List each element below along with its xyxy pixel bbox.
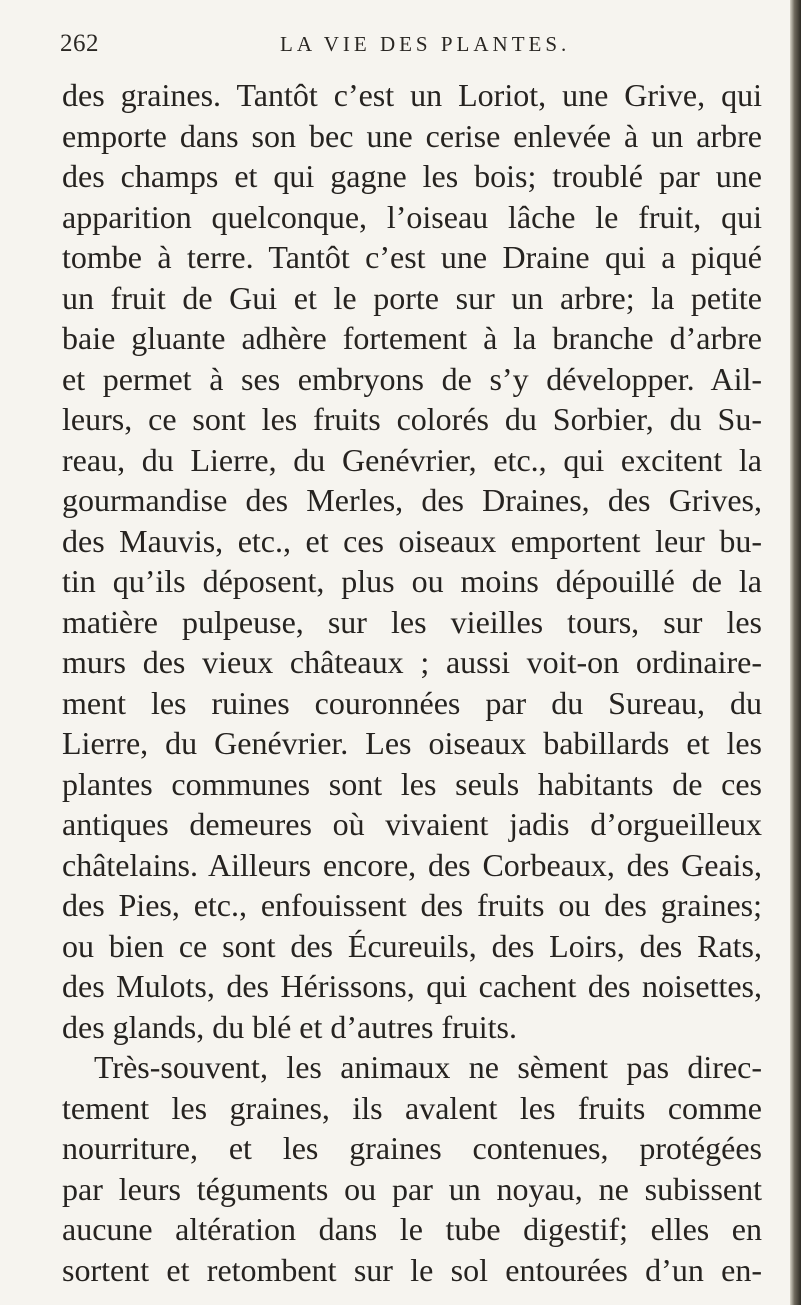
text-line: ou bien ce sont des Écureuils, des Loirs, des Rats, xyxy=(62,927,762,964)
text-line: leurs, ce sont les fruits colorés du Sorbier, du Su- xyxy=(62,401,762,437)
text-line: baie gluante adhère fortement à la branche d’arbre xyxy=(62,320,762,356)
text-line: plantes communes sont les seuls habitants de ces xyxy=(62,765,762,802)
text-line: Lierre, du Genévrier. Les oiseaux babillards et les xyxy=(62,725,762,761)
paragraph-end-line: des glands, du blé et d’autres fruits. xyxy=(62,1008,517,1045)
text-line: des graines. Tantôt c’est un Loriot, une Grive, qui xyxy=(62,77,762,113)
text-line: ment les ruines couronnées par du Sureau, du xyxy=(62,684,762,721)
text-line: un fruit de Gui et le porte sur un arbre; la petite xyxy=(62,279,762,316)
text-line: nourriture, et les graines contenues, protégées xyxy=(62,1130,762,1166)
text-line: aucune altération dans le tube digestif; elles en xyxy=(62,1211,762,1247)
text-line: sortent et retombent sur le sol entourées d’un en- xyxy=(62,1251,762,1288)
page-number: 262 xyxy=(60,30,99,57)
running-head xyxy=(60,26,760,62)
text-line: emporte dans son bec une cerise enlevée à un arbre xyxy=(62,117,762,154)
text-line: tement les graines, ils avalent les fruits comme xyxy=(62,1089,762,1126)
text-line: des Pies, etc., enfouissent des fruits ou des graines; xyxy=(62,887,762,923)
text-line: des Mulots, des Hérissons, qui cachent des noisettes, xyxy=(62,968,762,1004)
text-line: des Mauvis, etc., et ces oiseaux emportent leur bu- xyxy=(62,522,762,559)
text-line: châtelains. Ailleurs encore, des Corbeaux, des Geais, xyxy=(62,846,762,883)
text-line: par leurs téguments ou par un noyau, ne subissent xyxy=(62,1170,762,1207)
text-line: antiques demeures où vivaient jadis d’orgueilleux xyxy=(62,806,762,842)
text-line: gourmandise des Merles, des Draines, des Grives, xyxy=(62,482,762,518)
text-line: et permet à ses embryons de s’y développer. Ail- xyxy=(62,360,762,397)
paragraph-start-line: Très-souvent, les animaux ne sèment pas direc- xyxy=(94,1049,762,1085)
text-line: murs des vieux châteaux ; aussi voit-on ordinaire- xyxy=(62,644,762,680)
text-line: des champs et qui gagne les bois; troublé par une xyxy=(62,158,762,194)
running-title: LA VIE DES PLANTES. xyxy=(280,32,571,56)
body-text xyxy=(62,75,762,1290)
text-line: reau, du Lierre, du Genévrier, etc., qui excitent la xyxy=(62,441,762,478)
text-line: matière pulpeuse, sur les vieilles tours, sur les xyxy=(62,603,762,640)
page-edge-shadow xyxy=(790,0,801,1305)
text-line: tombe à terre. Tantôt c’est une Draine qui a piqué xyxy=(62,239,762,275)
text-line: apparition quelconque, l’oiseau lâche le fruit, qui xyxy=(62,198,762,235)
text-line: tin qu’ils déposent, plus ou moins dépouillé de la xyxy=(62,563,762,599)
